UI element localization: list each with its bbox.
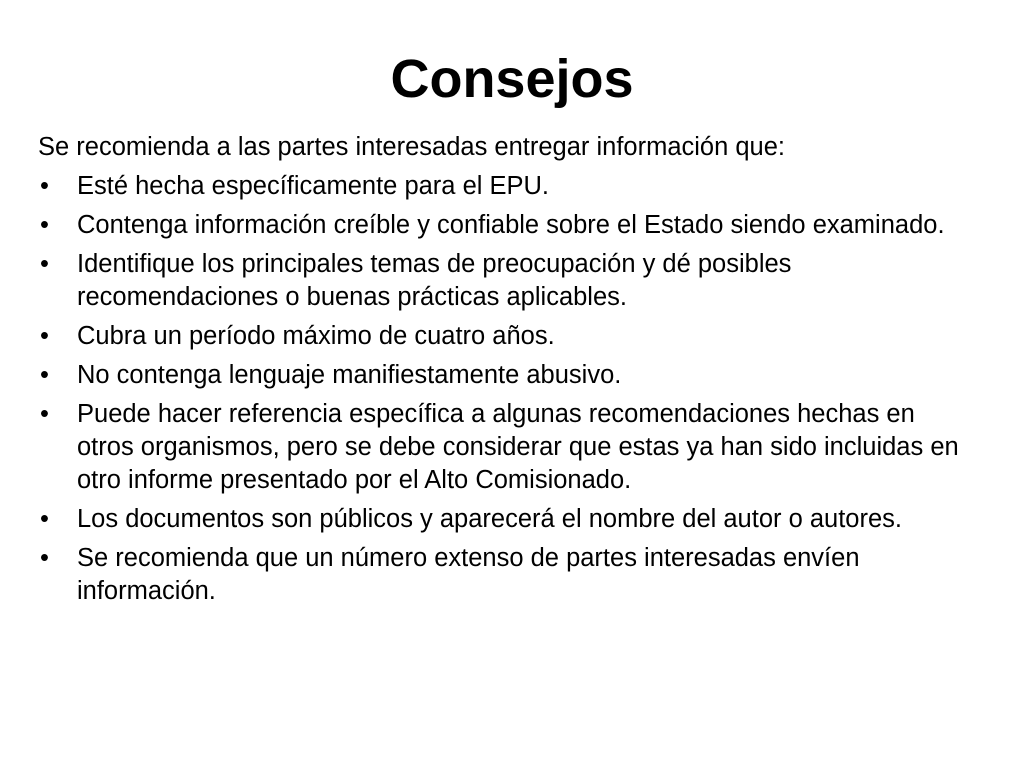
bullet-item bbox=[38, 398, 968, 497]
bullet-item bbox=[38, 209, 968, 242]
bullet-icon: • bbox=[40, 361, 49, 389]
bullet-item bbox=[38, 359, 968, 392]
bullet-icon: • bbox=[40, 250, 49, 278]
bullet-text: Cubra un período máximo de cuatro años. bbox=[77, 322, 555, 350]
bullet-text: Esté hecha específicamente para el EPU. bbox=[77, 172, 550, 200]
bullet-icon: • bbox=[40, 211, 49, 239]
slide-body bbox=[38, 131, 968, 614]
intro-text: Se recomienda a las partes interesadas entregar información que: bbox=[38, 133, 786, 161]
slide-title: Consejos bbox=[390, 49, 634, 109]
bullet-text: Puede hacer referencia específica a algunas recomendaciones hechas en otros organismos, pero se debe considerar que estas ya han sido incluidas en otro informe presentado por el Alto Comisionado. bbox=[77, 400, 959, 494]
bullet-icon: • bbox=[40, 505, 49, 533]
bullet-item bbox=[38, 170, 968, 203]
bullet-item bbox=[38, 320, 968, 353]
bullet-list bbox=[38, 170, 968, 608]
bullet-item bbox=[38, 542, 968, 608]
bullet-text: Identifique los principales temas de preocupación y dé posibles recomendaciones o buenas prácticas aplicables. bbox=[77, 250, 792, 311]
bullet-icon: • bbox=[40, 544, 49, 572]
bullet-text: Los documentos son públicos y aparecerá el nombre del autor o autores. bbox=[77, 505, 902, 533]
bullet-icon: • bbox=[40, 322, 49, 350]
bullet-icon: • bbox=[40, 172, 49, 200]
bullet-item bbox=[38, 503, 968, 536]
bullet-item bbox=[38, 248, 968, 314]
bullet-text: Contenga información creíble y confiable sobre el Estado siendo examinado. bbox=[77, 211, 945, 239]
bullet-text: No contenga lenguaje manifiestamente abusivo. bbox=[77, 361, 622, 389]
bullet-text: Se recomienda que un número extenso de partes interesadas envíen información. bbox=[77, 544, 860, 605]
bullet-icon: • bbox=[40, 400, 49, 428]
